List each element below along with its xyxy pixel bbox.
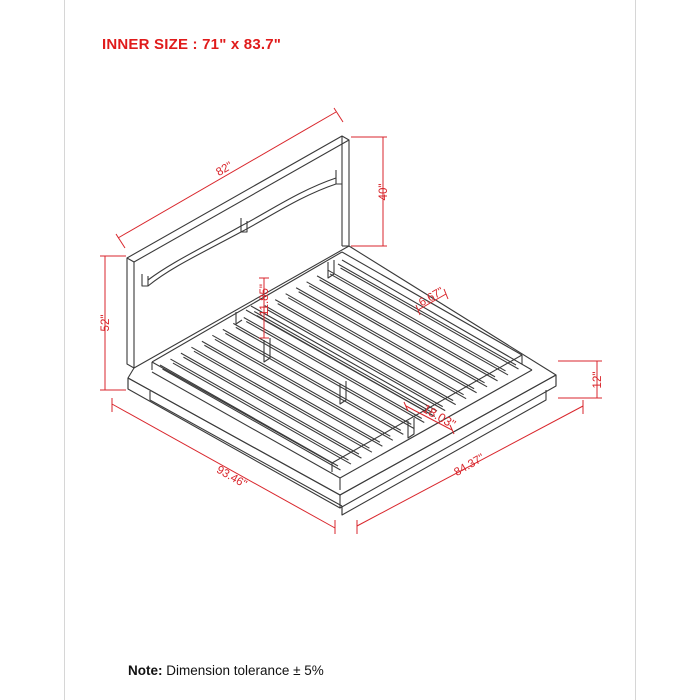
dim-headboard-height: 40"	[378, 183, 390, 201]
headboard	[127, 136, 349, 368]
dim-slat-spacing: 6.67"	[417, 285, 446, 310]
dim-under-clearance: 11.85"	[259, 283, 271, 317]
note-label: Note:	[128, 663, 163, 678]
dim-width: 84.37"	[452, 451, 487, 479]
dim-rail-inset: 18.03"	[420, 401, 458, 432]
note-text: Dimension tolerance ± 5%	[166, 663, 324, 678]
inner-size-title: INNER SIZE : 71" x 83.7"	[102, 36, 282, 53]
tolerance-note	[128, 663, 324, 678]
dim-total-height: 52"	[100, 314, 112, 332]
bed-outline	[127, 136, 556, 515]
dim-platform-height: 12"	[592, 371, 604, 389]
dim-headboard-width: 82"	[214, 159, 235, 179]
dim-length: 93.46"	[214, 463, 249, 491]
